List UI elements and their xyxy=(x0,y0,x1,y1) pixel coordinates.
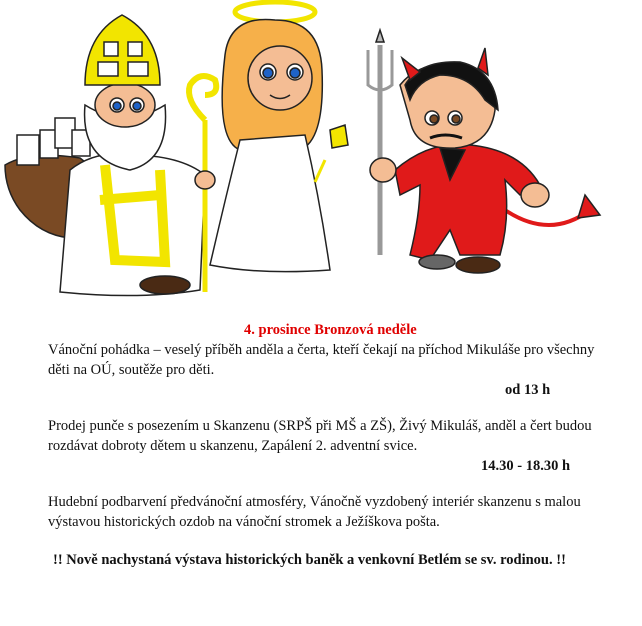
block-1-line-1: Vánoční pohádka – veselý příběh anděla a čerta, kteří čekají na příchod Mikuláše pro všechny xyxy=(48,342,595,358)
christmas-characters-illustration xyxy=(0,0,642,310)
block-3-line-2: výstavou historických ozdob na vánoční stromek a Ježíškova pošta. xyxy=(48,514,440,530)
block-2-time: 14.30 - 18.30 h xyxy=(481,458,571,474)
devil-figure xyxy=(368,30,600,273)
block-1-time: od 13 h xyxy=(505,382,551,398)
footer-note: !! Nově nachystaná výstava historických baněk a venkovní Betlém se sv. rodinou. !! xyxy=(53,552,566,568)
block-1-line-2: děti na OÚ, soutěže pro děti. xyxy=(48,362,215,378)
event-heading: 4. prosince Bronzová neděle xyxy=(244,322,417,338)
block-2-line-2: rozdávat dobroty dětem u skanzenu, Zapálení 2. adventní svice. xyxy=(48,438,418,454)
block-3-line-1: Hudební podbarvení předvánoční atmosféry, Vánočně vyzdobený interiér skanzenu s malou xyxy=(48,494,581,510)
saint-nicholas-figure xyxy=(5,15,216,296)
angel-figure xyxy=(210,2,348,272)
block-2-line-1: Prodej punče s posezením u Skanzenu (SRPŠ při MŠ a ZŠ), Živý Mikuláš, anděl a čert budou xyxy=(48,418,592,434)
